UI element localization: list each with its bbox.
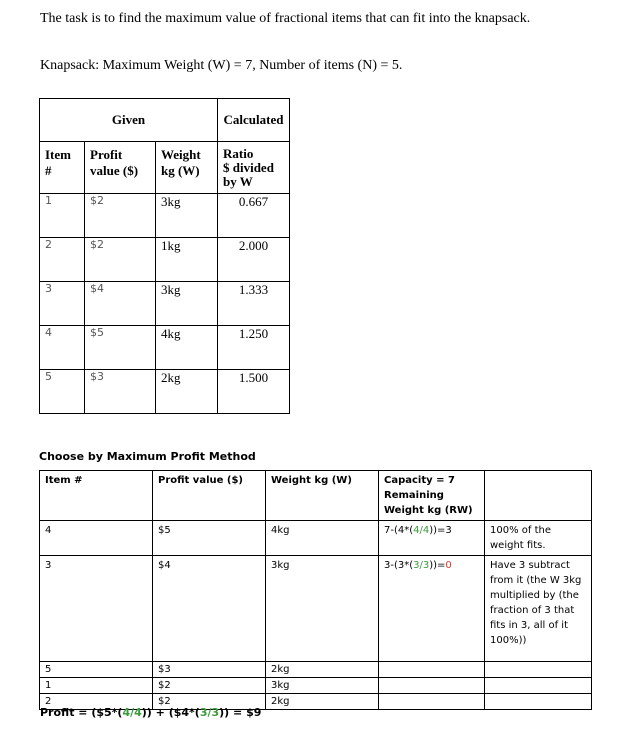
cell-weight: 2kg (266, 694, 379, 710)
header-ratio: Ratio $ divided by W (218, 142, 290, 194)
cell-weight: 2kg (156, 370, 218, 414)
group-calculated: Calculated (218, 99, 290, 142)
cell-weight: 3kg (266, 678, 379, 694)
cell-ratio: 1.500 (218, 370, 290, 414)
cell-profit: $2 (153, 694, 266, 710)
header-profit: Profit value ($) (85, 142, 156, 194)
cell-ratio: 2.000 (218, 238, 290, 282)
cell-ratio: 0.667 (218, 194, 290, 238)
ratio-table (39, 98, 290, 414)
table-row (40, 662, 592, 678)
cell-ratio: 1.333 (218, 282, 290, 326)
table-row (40, 194, 290, 238)
cell-weight: 4kg (156, 326, 218, 370)
table-row (40, 556, 592, 662)
knapsack-parameters: Knapsack: Maximum Weight (W) = 7, Number of items (N) = 5. (40, 58, 403, 73)
method-title: Choose by Maximum Profit Method (39, 450, 256, 463)
header-weight: Weight kg (W) (156, 142, 218, 194)
cell-note: 100% of the weight fits. (485, 521, 592, 556)
cell-weight: 3kg (266, 556, 379, 662)
cell-profit: $3 (153, 662, 266, 678)
cell-profit: $5 (153, 521, 266, 556)
cell-item: 1 (40, 678, 153, 694)
cell-note: Have 3 subtract from it (the W 3kg multiplied by (the fraction of 3 that fits in 3, all of it 100%)) (485, 556, 592, 662)
header-capacity: Capacity = 7 Remaining Weight kg (RW) (379, 471, 485, 521)
selection-table (39, 470, 592, 710)
header-item: Item # (40, 142, 85, 194)
cell-note (485, 662, 592, 678)
cell-profit: $2 (85, 194, 156, 238)
cell-item: 4 (40, 521, 153, 556)
cell-item: 1 (40, 194, 85, 238)
profit-total: Profit = ($5*(4/4)) + ($4*(3/3)) = $9 (40, 706, 262, 719)
cell-remaining: 3-(3*(3/3))=0 (379, 556, 485, 662)
header-notes (485, 471, 592, 521)
cell-note (485, 694, 592, 710)
cell-profit: $2 (153, 678, 266, 694)
cell-item: 3 (40, 282, 85, 326)
task-statement: The task is to find the maximum value of fractional items that can fit into the knapsack. (40, 11, 531, 26)
cell-remaining: 7-(4*(4/4))=3 (379, 521, 485, 556)
table-row (40, 370, 290, 414)
cell-weight: 2kg (266, 662, 379, 678)
table-row (40, 238, 290, 282)
cell-weight: 3kg (156, 194, 218, 238)
cell-note (485, 678, 592, 694)
cell-remaining (379, 662, 485, 678)
cell-weight: 1kg (156, 238, 218, 282)
table-row (40, 521, 592, 556)
header-item: Item # (40, 471, 153, 521)
cell-weight: 4kg (266, 521, 379, 556)
group-given: Given (40, 99, 218, 142)
cell-item: 5 (40, 370, 85, 414)
cell-item: 2 (40, 238, 85, 282)
header-weight: Weight kg (W) (266, 471, 379, 521)
cell-item: 2 (40, 694, 153, 710)
table-row (40, 282, 290, 326)
cell-remaining (379, 678, 485, 694)
table-row (40, 678, 592, 694)
header-profit: Profit value ($) (153, 471, 266, 521)
cell-item: 4 (40, 326, 85, 370)
cell-weight: 3kg (156, 282, 218, 326)
cell-profit: $4 (85, 282, 156, 326)
table-row (40, 326, 290, 370)
cell-item: 5 (40, 662, 153, 678)
cell-item: 3 (40, 556, 153, 662)
cell-profit: $4 (153, 556, 266, 662)
cell-remaining (379, 694, 485, 710)
cell-profit: $5 (85, 326, 156, 370)
cell-profit: $2 (85, 238, 156, 282)
cell-profit: $3 (85, 370, 156, 414)
cell-ratio: 1.250 (218, 326, 290, 370)
